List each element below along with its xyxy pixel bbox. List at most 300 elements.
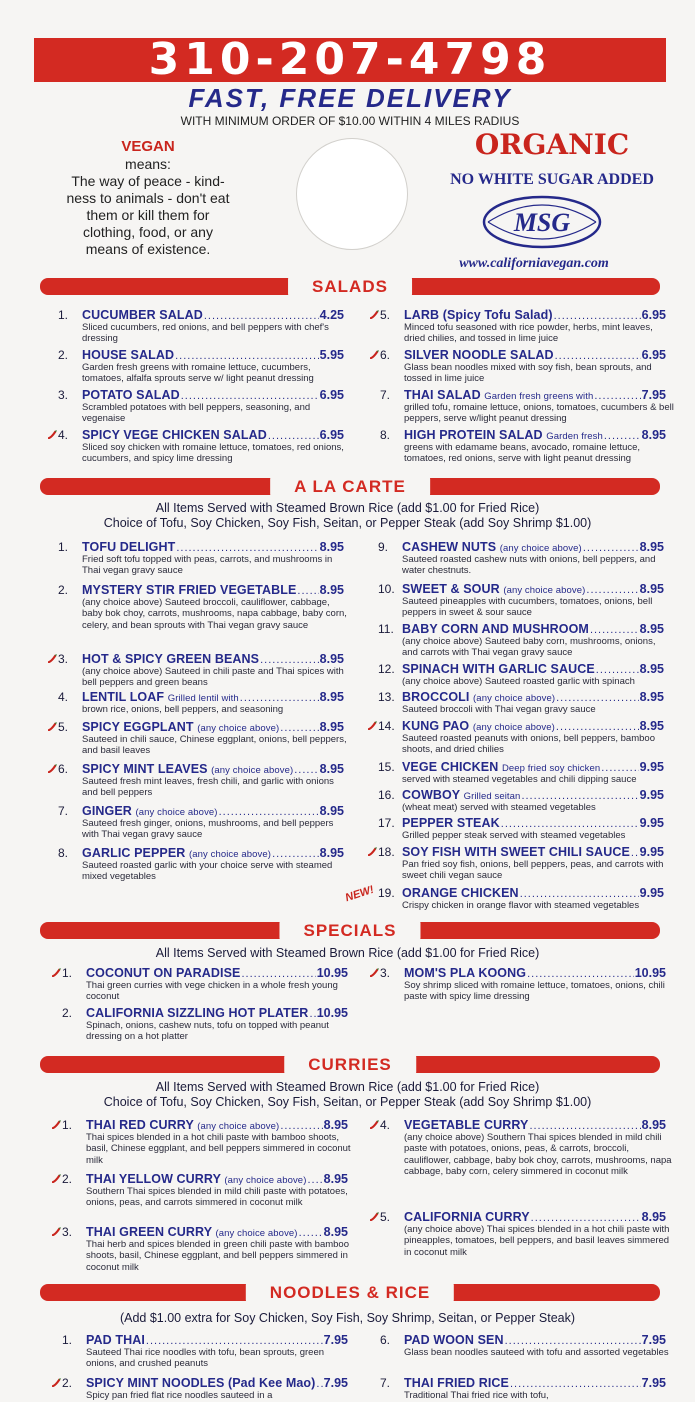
item-qualifier: (any choice above) (503, 585, 586, 596)
item-name (82, 540, 175, 554)
item-name (404, 966, 526, 980)
item-description: Thai spices blended in a hot chili paste with bamboo shoots, basil, Chinese eggplant, and bell peppers simmered in coconut milk (86, 1132, 351, 1166)
item-name-text: HIGH PROTEIN SALAD (404, 428, 543, 442)
leader-dots (520, 887, 639, 901)
item-name-text: PAD THAI (86, 1333, 145, 1347)
item-description: Glass bean noodles sauteed with tofu and assorted vegetables (404, 1347, 669, 1358)
item-name-text: THAI RED CURRY (86, 1118, 194, 1132)
item-name (82, 308, 203, 322)
item-name-text: CALIFORNIA SIZZLING HOT PLATER (86, 1006, 309, 1020)
item-description: Sauteed broccoli with Thai vegan gravy sauce (402, 704, 596, 715)
item-price: 8.95 (639, 540, 664, 554)
chili-pepper-icon (52, 1174, 61, 1183)
item-description: Pan fried soy fish, onions, bell peppers, peas, and carrots with sweet chili vegan sauce (402, 859, 664, 882)
item-header (402, 845, 664, 860)
item-description: Garden fresh greens with romaine lettuce, cucumbers, tomatoes, alfalfa sprouts serve w/ light peanut dressing (82, 362, 314, 385)
item-name (86, 1006, 308, 1020)
item-name-text: BROCCOLI (402, 690, 470, 704)
leader-dots (531, 1211, 641, 1225)
chili-pepper-icon (368, 847, 377, 856)
leader-dots (204, 309, 319, 323)
vegan-line: clothing, food, or any (83, 224, 213, 240)
item-name-text: SWEET & SOUR (402, 582, 500, 596)
item-price: 8.95 (641, 1210, 666, 1224)
item-price: 8.95 (639, 582, 664, 596)
leader-dots (501, 817, 639, 831)
item-price: 7.95 (641, 1333, 666, 1347)
item-description: Sauteed roasted cashew nuts with onions, bell peppers, and water chestnuts. (402, 554, 656, 577)
item-name (404, 1118, 528, 1132)
leader-dots (556, 691, 639, 705)
msg-logo-icon (480, 194, 604, 250)
item-number: 1. (58, 308, 69, 322)
chili-pepper-icon (370, 350, 379, 359)
item-number: 8. (380, 428, 391, 442)
item-name-text: THAI YELLOW CURRY (86, 1172, 221, 1186)
item-header (82, 308, 344, 323)
item-name-text: CASHEW NUTS (402, 540, 497, 554)
item-description: Thai herb and spices blended in green chili paste with bamboo shoots, basil, Chinese eggplant, and bell peppers simmered in coconut milk (86, 1239, 349, 1273)
item-price: 8.95 (639, 719, 664, 733)
item-description: Sauteed roasted peanuts with onions, bell peppers, bamboo shoots, and dried chilies (402, 733, 655, 756)
leader-dots (309, 1007, 315, 1021)
item-description: Sauteed pineapples with cucumbers, tomatoes, onions, bell peppers in sweet & sour sauce (402, 596, 653, 619)
item-price: 8.95 (323, 1225, 348, 1239)
item-price: 6.95 (641, 308, 666, 322)
leader-dots (297, 584, 318, 598)
item-price: 8.95 (639, 690, 664, 704)
item-name (402, 816, 500, 830)
item-description: Traditional Thai fried rice with tofu, (404, 1390, 549, 1401)
item-price: 8.95 (319, 540, 344, 554)
vegan-line: ness to animals - don't eat (66, 190, 230, 206)
item-header (402, 662, 664, 677)
chili-pepper-icon (52, 1227, 61, 1236)
item-header (86, 966, 348, 981)
chili-pepper-icon (52, 1378, 61, 1387)
leader-dots (555, 349, 641, 363)
item-name-text: ORANGE CHICKEN (402, 886, 519, 900)
item-description: Spicy pan fried flat rice noodles sauteed in a (86, 1390, 273, 1401)
item-header (402, 622, 664, 637)
item-price: 8.95 (319, 583, 344, 597)
noodles-section-bar (40, 1284, 660, 1301)
item-name-text: MOM'S PLA KOONG (404, 966, 527, 980)
item-price: 9.95 (639, 788, 664, 802)
item-description: Scrambled potatoes with bell peppers, seasoning, and vegenaise (82, 402, 311, 425)
item-name-text: SOY FISH WITH SWEET CHILI SAUCE (402, 845, 630, 859)
leader-dots (601, 761, 638, 775)
item-qualifier: (any choice above) (472, 722, 555, 733)
item-header (404, 348, 666, 363)
item-price: 8.95 (319, 652, 344, 666)
item-price: 9.95 (639, 886, 664, 900)
a-la-carte-note-choice: Choice of Tofu, Soy Chicken, Soy Fish, Seitan, or Pepper Steak (add Soy Shrimp $1.00) (103, 516, 592, 530)
door-hanger-hole (296, 138, 408, 250)
a-la-carte-section-title: A LA CARTE (270, 476, 430, 497)
item-description: Sauteed fresh ginger, onions, mushrooms, and bell peppers with Thai vegan gravy sauce (82, 818, 334, 841)
salads-section-bar (40, 278, 660, 295)
organic-heading: ORGANIC (474, 128, 630, 161)
item-name (402, 622, 589, 636)
leader-dots (586, 583, 638, 597)
leader-dots (280, 1119, 322, 1133)
item-price: 8.95 (319, 762, 344, 776)
item-name-text: THAI FRIED RICE (404, 1376, 509, 1390)
delivery-slogan: FAST, FREE DELIVERY (188, 83, 512, 113)
item-description: Sauteed Thai rice noodles with tofu, bean sprouts, green onions, and crushed peanuts (86, 1347, 325, 1370)
item-name-text: COCONUT ON PARADISE (86, 966, 241, 980)
leader-dots (299, 1226, 323, 1240)
item-number: 7. (380, 388, 391, 402)
item-number: 14. (378, 719, 395, 733)
item-name-text: POTATO SALAD (82, 388, 180, 402)
item-number: 10. (378, 582, 395, 596)
chili-pepper-icon (370, 968, 379, 977)
item-description: Crispy chicken in orange flavor with steamed vegetables (402, 900, 640, 911)
leader-dots (176, 541, 318, 555)
item-description: (wheat meat) served with steamed vegetables (402, 802, 596, 813)
item-header (82, 652, 344, 667)
chili-pepper-icon (370, 310, 379, 319)
item-qualifier: Garden fresh greens with (484, 391, 594, 402)
item-number: 2. (58, 583, 69, 597)
item-number: 2. (62, 1006, 73, 1020)
item-name-text: SILVER NOODLE SALAD (404, 348, 554, 362)
item-price: 4.25 (319, 308, 344, 322)
item-name (86, 1376, 315, 1390)
chili-pepper-icon (48, 654, 57, 663)
item-name-text: MYSTERY STIR FRIED VEGETABLE (82, 583, 297, 597)
item-name (404, 348, 554, 362)
item-price: 6.95 (319, 428, 344, 442)
leader-dots (554, 309, 641, 323)
vegan-line: The way of peace - kind- (71, 173, 225, 189)
item-name (402, 845, 630, 859)
item-price: 8.95 (639, 662, 664, 676)
vegan-definition (28, 138, 268, 258)
item-name (404, 1376, 509, 1390)
item-number: 3. (58, 388, 69, 402)
item-price: 9.95 (639, 845, 664, 859)
item-number: 12. (378, 662, 395, 676)
item-price: 7.95 (323, 1376, 348, 1390)
website-link[interactable]: www.californiavegan.com (459, 256, 609, 271)
item-number: 7. (380, 1376, 391, 1390)
item-header (404, 1118, 666, 1133)
item-description: Sauteed in chili sauce, Chinese eggplant, onions, bell peppers, and basil leaves (82, 734, 347, 757)
item-description: (any choice above) Sauteed broccoli, cauliflower, cabbage, baby bok choy, carrots, mushrooms, napa cabbage, baby corn, celery, and bean sprouts with Thai vegan gravy sauce (82, 597, 347, 631)
specials-note-rice: All Items Served with Steamed Brown Rice (add $1.00 for Fried Rice) (155, 946, 540, 960)
item-header (86, 1333, 348, 1348)
item-number: 13. (378, 690, 395, 704)
item-name-text: LENTIL LOAF (82, 690, 165, 704)
chili-pepper-icon (368, 721, 377, 730)
leader-dots (590, 623, 639, 637)
item-description: (any choice above) Southern Thai spices blended in mild chili paste with potatoes, onions, peas, & carrots, broccoli, cauliflower, cabbage, baby bok choy, carrots, mushrooms, napa cabbage, baby corn, celery simmered in coconut milk (404, 1132, 672, 1177)
item-number: 7. (58, 804, 69, 818)
item-description: brown rice, onions, bell peppers, and seasoning (82, 704, 284, 715)
item-number: 3. (380, 966, 391, 980)
item-header (404, 1376, 666, 1391)
item-price: 7.95 (323, 1333, 348, 1347)
item-number: 2. (62, 1172, 73, 1186)
noodles-note-extra: (Add $1.00 extra for Soy Chicken, Soy Fish, Soy Shrimp, Seitan, or Pepper Steak) (119, 1311, 576, 1325)
item-description: (any choice above) Sauteed roasted garlic with spinach (402, 676, 635, 687)
item-description: Thai green curries with vege chicken in a whole fresh young coconut (86, 980, 338, 1003)
item-description: (any choice above) Thai spices blended in a hot chili paste with pineapples, tomatoes, bell peppers, and basil leaves simmered in coconut milk (404, 1224, 670, 1258)
leader-dots (596, 663, 639, 677)
item-description: Minced tofu seasoned with rice powder, herbs, mint leaves, dried chilies, and tossed in lime juice (404, 322, 653, 345)
item-header (402, 816, 664, 831)
item-name-text: SPICY MINT LEAVES (82, 762, 208, 776)
leader-dots (181, 389, 319, 403)
item-description: Spinach, onions, cashew nuts, tofu on topped with peanut dressing on a hot platter (86, 1020, 329, 1043)
item-name (86, 1333, 145, 1347)
item-qualifier: (any choice above) (188, 849, 272, 860)
item-name-text: PEPPER STEAK (402, 816, 500, 830)
item-price: 8.95 (641, 428, 666, 442)
item-number: 18. (378, 845, 395, 859)
item-price: 7.95 (641, 1376, 666, 1390)
item-price: 10.95 (316, 1006, 348, 1020)
leader-dots (280, 721, 318, 735)
item-name-text: COWBOY (402, 788, 461, 802)
item-price: 6.95 (319, 388, 344, 402)
salads-section-title: SALADS (288, 276, 412, 297)
leader-dots (556, 720, 639, 734)
item-name-text: SPICY MINT NOODLES (Pad Kee Mao) (86, 1376, 316, 1390)
item-price: 5.95 (319, 348, 344, 362)
item-name-text: VEGETABLE CURRY (404, 1118, 529, 1132)
item-name-text: THAI GREEN CURRY (86, 1225, 212, 1239)
item-name (86, 966, 240, 980)
specials-section-title: SPECIALS (279, 920, 420, 941)
item-qualifier: (any choice above) (215, 1228, 298, 1239)
item-number: 1. (58, 540, 69, 554)
noodles-section-title: NOODLES & RICE (246, 1282, 454, 1303)
item-name-text: HOT & SPICY GREEN BEANS (82, 652, 260, 666)
leader-dots (175, 349, 319, 363)
item-name-text: TOFU DELIGHT (82, 540, 176, 554)
item-description: Soy shrimp sliced with romaine lettuce, tomatoes, onions, chili paste with spicy lime dressing (404, 980, 665, 1003)
leader-dots (272, 847, 319, 861)
item-header (82, 388, 344, 403)
vegan-line: them or kill them for (86, 207, 210, 223)
item-name (404, 308, 553, 322)
item-header (82, 428, 344, 443)
curries-section-title: CURRIES (284, 1054, 416, 1075)
item-number: 15. (378, 760, 395, 774)
item-number: 8. (58, 846, 69, 860)
phone-number-banner[interactable]: 310-207-4798 (34, 38, 666, 82)
chili-pepper-icon (52, 1120, 61, 1129)
curries-note-choice: Choice of Tofu, Soy Chicken, Soy Fish, Seitan, or Pepper Steak (add Soy Shrimp $1.00) (103, 1095, 592, 1109)
chili-pepper-icon (48, 764, 57, 773)
item-number: 1. (62, 1118, 73, 1132)
item-price: 10.95 (634, 966, 666, 980)
item-description: greens with edamame beans, avocado, romaine lettuce, tomatoes, red onions, serve with light peanut dressing (404, 442, 641, 465)
item-price: 7.95 (641, 388, 666, 402)
item-price: 8.95 (319, 720, 344, 734)
item-name-text: HOUSE SALAD (82, 348, 175, 362)
item-qualifier: (any choice above) (197, 1121, 280, 1132)
item-number: 5. (58, 720, 69, 734)
item-description: Sliced soy chicken with romaine lettuce, tomatoes, red onions, cucumbers, and spicy lime dressing (82, 442, 344, 465)
item-price: 8.95 (319, 690, 344, 704)
item-name-text: GINGER (82, 804, 132, 818)
item-header (404, 1210, 666, 1225)
item-price: 10.95 (316, 966, 348, 980)
item-name-text: SPICY EGGPLANT (82, 720, 194, 734)
item-name (82, 348, 174, 362)
item-number: 6. (380, 1333, 391, 1347)
leader-dots (240, 691, 319, 705)
a-la-carte-section-bar (40, 478, 660, 495)
leader-dots (631, 846, 639, 860)
item-header (402, 886, 664, 901)
item-number: 19. (378, 886, 395, 900)
item-header (404, 308, 666, 323)
item-number: 9. (378, 540, 389, 554)
item-number: 1. (62, 966, 73, 980)
item-name-text: LARB (Spicy Tofu Salad) (404, 308, 553, 322)
item-name (82, 388, 180, 402)
a-la-carte-note-rice: All Items Served with Steamed Brown Rice (add $1.00 for Fried Rice) (155, 501, 540, 515)
item-header (404, 1333, 666, 1348)
item-number: 1. (62, 1333, 73, 1347)
item-header (86, 1376, 348, 1391)
item-price: 8.95 (319, 846, 344, 860)
item-description: Sliced cucumbers, red onions, and bell peppers with chef's dressing (82, 322, 329, 345)
item-header (86, 1006, 348, 1021)
item-qualifier: Grilled seitan (463, 791, 521, 802)
item-name-text: KUNG PAO (402, 719, 470, 733)
vegan-line: means of existence. (85, 241, 211, 257)
item-description: Sauteed roasted garlic with your choice serve with steamed mixed vegetables (82, 860, 333, 883)
item-number: 2. (62, 1376, 73, 1390)
leader-dots (510, 1377, 641, 1391)
vegan-line: means: (125, 156, 171, 172)
curries-section-bar (40, 1056, 660, 1073)
item-name (404, 1333, 504, 1347)
item-name-text: SPINACH WITH GARLIC SAUCE (402, 662, 595, 676)
item-price: 6.95 (641, 348, 666, 362)
vegan-title: VEGAN (121, 138, 175, 155)
item-description: Glass bean noodles mixed with soy fish, bean sprouts, and tossed in lime juice (404, 362, 652, 385)
item-name (404, 1210, 530, 1224)
item-description: grilled tofu, romaine lettuce, onions, tomatoes, cucumbers & bell peppers, serve w/light peanut dressing (404, 402, 674, 425)
item-name-text: SPICY VEGE CHICKEN SALAD (82, 428, 267, 442)
item-name-text: VEGE CHICKEN (402, 760, 499, 774)
item-description: (any choice above) Sauteed baby corn, mushrooms, onions, and carrots with Thai vegan gravy sauce (402, 636, 656, 659)
item-name-text: PAD WOON SEN (404, 1333, 504, 1347)
item-price: 8.95 (323, 1172, 348, 1186)
item-name-text: THAI SALAD (404, 388, 481, 402)
leader-dots (241, 967, 315, 981)
item-price: 9.95 (639, 816, 664, 830)
item-number: 4. (58, 428, 69, 442)
leader-dots (604, 429, 641, 443)
no-sugar-note: NO WHITE SUGAR ADDED (450, 171, 654, 188)
item-qualifier: Deep fried soy chicken (501, 763, 601, 774)
item-price: 8.95 (641, 1118, 666, 1132)
leader-dots (260, 653, 319, 667)
item-number: 5. (380, 308, 391, 322)
item-name-text: CALIFORNIA CURRY (404, 1210, 530, 1224)
item-name-text: BABY CORN AND MUSHROOM (402, 622, 589, 636)
item-description: (any choice above) Sauteed in chili paste and Thai spices with bell peppers and green beans (82, 666, 344, 689)
item-price: 8.95 (323, 1118, 348, 1132)
leader-dots (316, 1377, 322, 1391)
leader-dots (268, 429, 319, 443)
item-price: 8.95 (319, 804, 344, 818)
item-price: 9.95 (639, 760, 664, 774)
item-number: 11. (378, 622, 394, 636)
curries-note-rice: All Items Served with Steamed Brown Rice (add $1.00 for Fried Rice) (155, 1080, 540, 1094)
item-number: 6. (380, 348, 391, 362)
item-qualifier: (any choice above) (473, 693, 556, 704)
item-number: 3. (58, 652, 69, 666)
chili-pepper-icon (48, 722, 57, 731)
item-number: 4. (58, 690, 69, 704)
item-description: served with steamed vegetables and chili dipping sauce (402, 774, 637, 785)
item-name (82, 583, 296, 597)
item-name (402, 886, 519, 900)
item-number: 5. (380, 1210, 391, 1224)
chili-pepper-icon (370, 1120, 379, 1129)
item-name (82, 652, 259, 666)
item-number: 6. (58, 762, 69, 776)
chili-pepper-icon (370, 1212, 379, 1221)
leader-dots (583, 541, 639, 555)
leader-dots (146, 1334, 323, 1348)
item-qualifier: (any choice above) (224, 1175, 307, 1186)
leader-dots (307, 1173, 322, 1187)
leader-dots (594, 389, 640, 403)
leader-dots (219, 805, 319, 819)
chili-pepper-icon (52, 968, 61, 977)
item-description: Southern Thai spices blended in mild chili paste with potatoes, onions, peas, and carrots simmered in coconut milk (86, 1186, 348, 1209)
item-name-text: GARLIC PEPPER (82, 846, 186, 860)
chili-pepper-icon (48, 430, 57, 439)
item-number: 2. (58, 348, 69, 362)
minimum-order-note: WITH MINIMUM ORDER OF $10.00 WITHIN 4 MILES RADIUS (180, 114, 520, 128)
item-qualifier: (any choice above) (135, 807, 218, 818)
leader-dots (294, 763, 318, 777)
leader-dots (505, 1334, 641, 1348)
item-qualifier: Garden fresh (546, 431, 603, 442)
leader-dots (529, 1119, 640, 1133)
leader-dots (521, 789, 638, 803)
item-number: 4. (380, 1118, 391, 1132)
item-qualifier: (any choice above) (211, 765, 294, 776)
item-qualifier: (any choice above) (499, 543, 582, 554)
item-qualifier: Grilled lentil with (167, 693, 239, 704)
msg-logo-text: MSG (513, 208, 571, 237)
item-description: Grilled pepper steak served with steamed vegetables (402, 830, 626, 841)
item-description: Sauteed fresh mint leaves, fresh chili, and garlic with onions and bell peppers (82, 776, 334, 799)
item-description: Fried soft tofu topped with peas, carrots, and mushrooms in Thai vegan gravy sauce (82, 554, 333, 577)
item-number: 17. (378, 816, 395, 830)
item-header (82, 348, 344, 363)
leader-dots (527, 967, 634, 981)
item-name (402, 662, 595, 676)
specials-section-bar (40, 922, 660, 939)
new-badge: NEW! (343, 883, 376, 905)
item-header (404, 966, 666, 981)
item-number: 16. (378, 788, 395, 802)
